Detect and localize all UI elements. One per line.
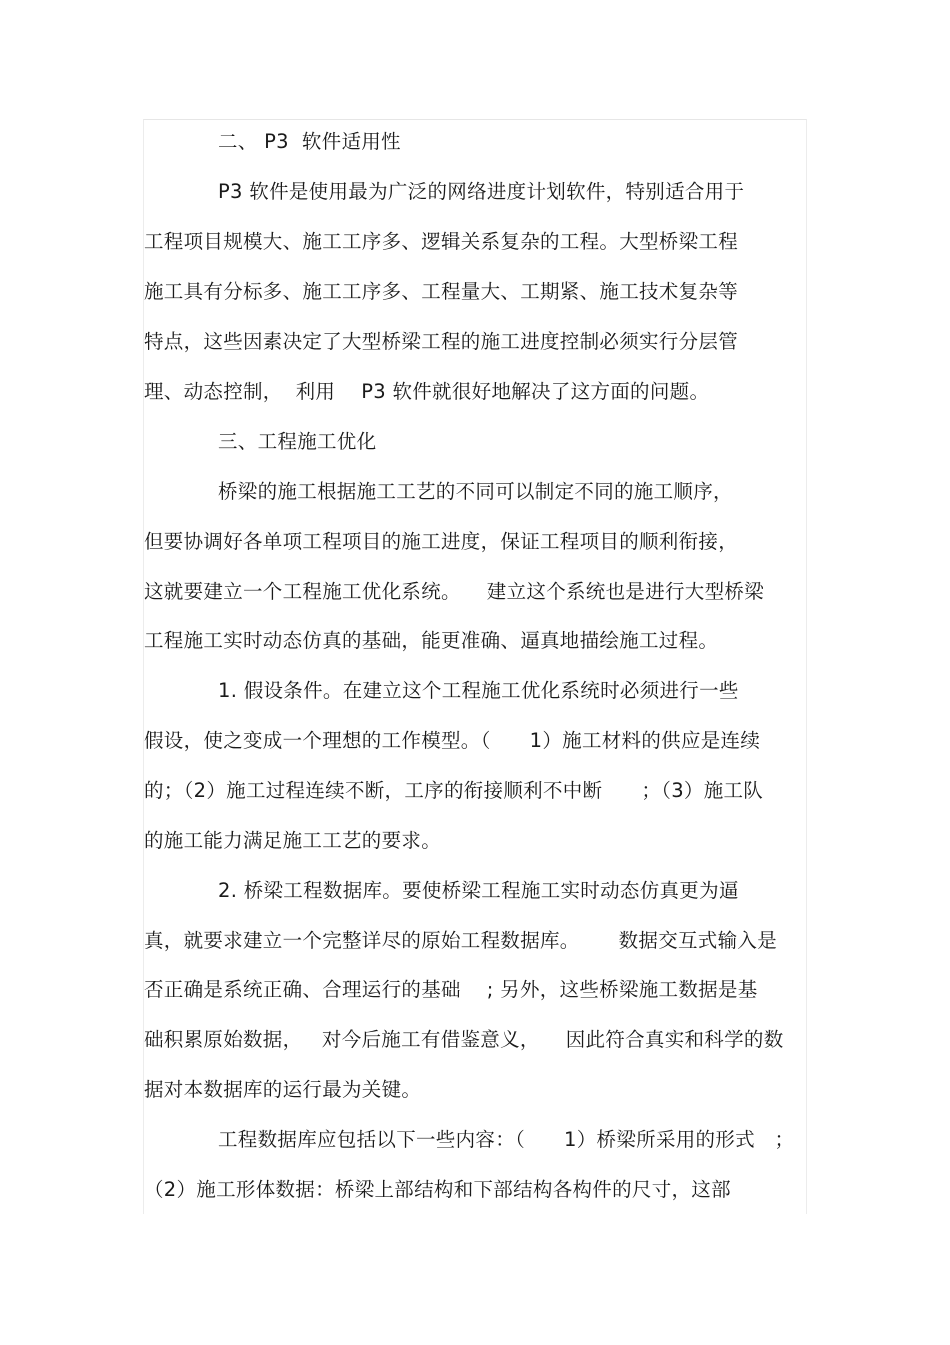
paragraph-line: 假设，使之变成一个理想的工作模型。（ 1）施工材料的供应是连续 [144,729,761,752]
paragraph-line: 的施工能力满足施工工艺的要求。 [144,829,442,852]
paragraph-line: 工程项目规模大、施工工序多、逻辑关系复杂的工程。大型桥梁工程 [144,230,739,253]
paragraph-line: 施工具有分标多、施工工序多、工程量大、工期紧、施工技术复杂等 [144,280,739,303]
section-heading-p3: 二、 P3 软件适用性 [218,130,401,153]
paragraph-line: 工程施工实时动态仿真的基础，能更准确、逼真地描绘施工过程。 [144,629,719,652]
paragraph-line: 的；（2）施工过程连续不断，工序的衔接顺利不中断 ；（3）施工队 [144,779,764,802]
paragraph-line: 工程数据库应包括以下一些内容：（ 1）桥梁所采用的形式 ； [218,1128,795,1151]
paragraph-line: （2）施工形体数据：桥梁上部结构和下部结构各构件的尺寸，这部 [144,1178,731,1201]
paragraph-line: 桥梁的施工根据施工工艺的不同可以制定不同的施工顺序， [218,480,733,503]
paragraph-line: 1. 假设条件。在建立这个工程施工优化系统时必须进行一些 [218,679,739,702]
paragraph-line: 但要协调好各单项工程项目的施工进度，保证工程项目的顺利衔接， [144,530,739,553]
paragraph-line: P3 软件是使用最为广泛的网络进度计划软件，特别适合用于 [218,180,745,203]
paragraph-line: 础积累原始数据， 对今后施工有借鉴意义， 因此符合真实和科学的数 [144,1028,784,1051]
paragraph-line: 真，就要求建立一个完整详尽的原始工程数据库。 数据交互式输入是 [144,929,777,952]
paragraph-line: 否正确是系统正确、合理运行的基础 ; 另外，这些桥梁施工数据是基 [144,978,758,1001]
section-heading-optimization: 三、工程施工优化 [218,430,377,453]
paragraph-line: 理、动态控制， 利用 P3 软件就很好地解决了这方面的问题。 [144,380,710,403]
paragraph-line: 特点，这些因素决定了大型桥梁工程的施工进度控制必须实行分层管 [144,330,739,353]
paragraph-line: 据对本数据库的运行最为关键。 [144,1078,422,1101]
paragraph-line: 这就要建立一个工程施工优化系统。 建立这个系统也是进行大型桥梁 [144,580,764,603]
paragraph-line: 2. 桥梁工程数据库。要使桥梁工程施工实时动态仿真更为逼 [218,879,739,902]
